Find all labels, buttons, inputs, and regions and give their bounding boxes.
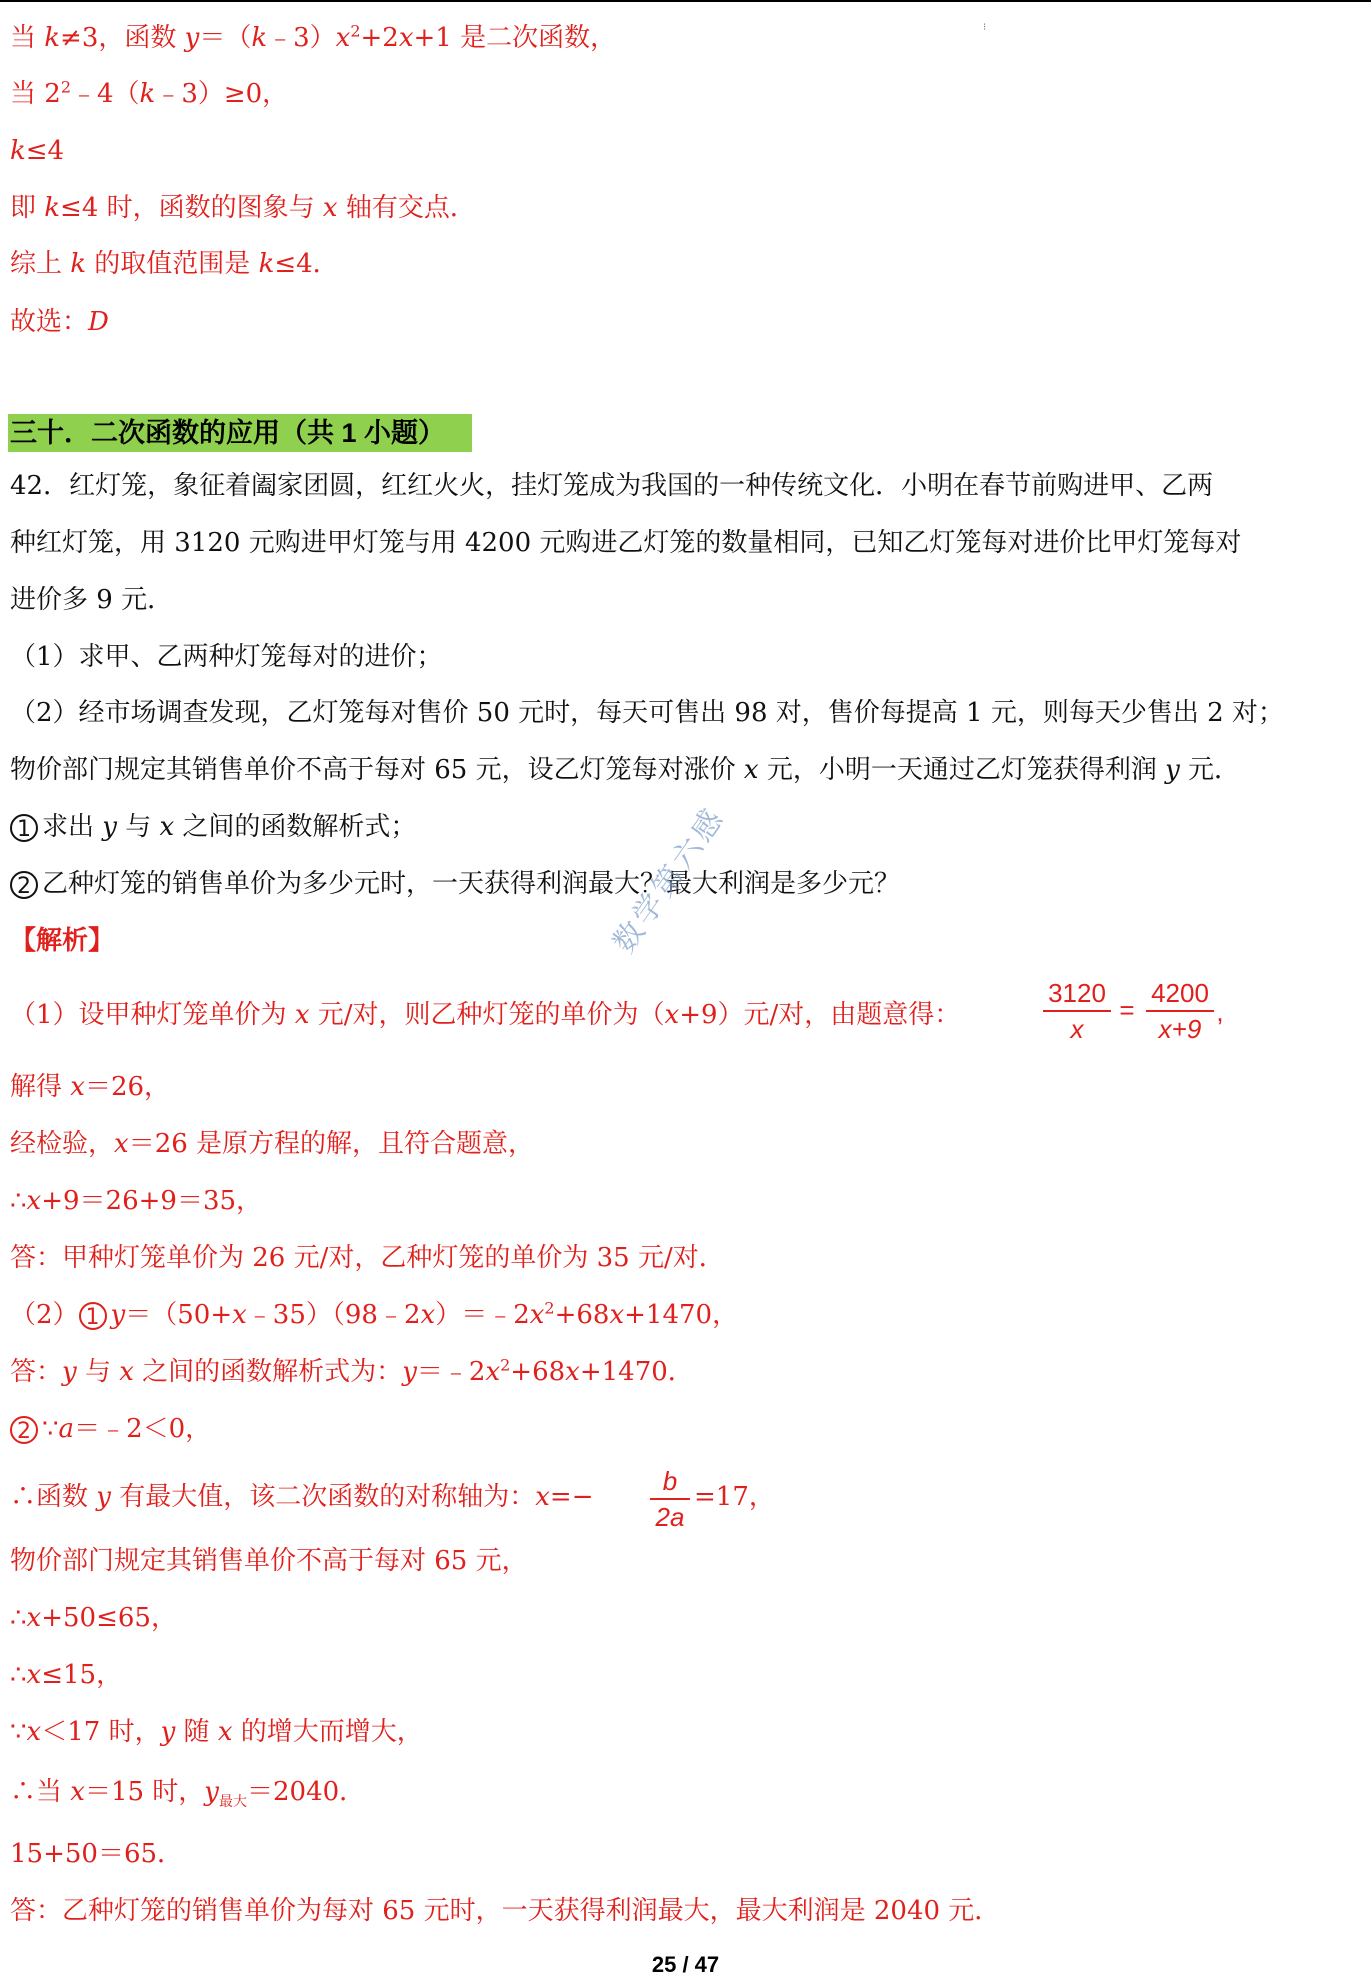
- fraction-4200-over-x-plus-9: 4200 x+9: [1146, 978, 1214, 1044]
- prev-line-2: 当 $2^2﹣4(k﹣3)\ge 0$，: [10, 77, 289, 109]
- solution-line-10: 物价部门规定其销售单价不高于每对 65 元，: [10, 1546, 528, 1576]
- equals-sign: =: [1119, 995, 1135, 1025]
- top-rule: [0, 0, 1371, 2]
- solution-line-5: 答：甲种灯笼单价为 26 元/对，乙种灯笼的单价为 35 元/对．: [10, 1243, 725, 1273]
- solution-line-2: 解得 x＝26，: [10, 1072, 171, 1102]
- fraction-b-over-2a: b 2a: [650, 1466, 690, 1532]
- question-sub-2: 2 乙种灯笼的销售单价为多少元时，一天获得利润最大？最大利润是多少元？: [10, 868, 900, 900]
- question-part-2: （2）经市场调查发现，乙灯笼每对售价 50 元时，每天可售出 98 对，售价每提高 1 元，则每天少售出 2 对；: [10, 698, 1284, 728]
- solution-line-9-result: =17，: [694, 1482, 775, 1512]
- prev-line-1: 当 k≠3，函数 $y=(k﹣3)x^2+2x+1$ 是二次函数，: [10, 21, 617, 53]
- circled-number-1: 1: [79, 1302, 107, 1330]
- page-number: 25 / 47: [651, 1952, 720, 1977]
- solution-line-3: 经检验，x＝26 是原方程的解，且符合题意，: [10, 1129, 535, 1159]
- question-line-1: 42．红灯笼，象征着阖家团圆，红红火火，挂灯笼成为我国的一种传统文化．小明在春节前购进甲、乙两: [10, 471, 1214, 501]
- watermark: 数学第六感: [606, 800, 733, 960]
- solution-line-14: ∴当 x＝15 时，$y_{最大}=2040$．: [10, 1777, 366, 1811]
- question-sub-1: 1 求出 y 与 x 之间的函数解析式；: [10, 811, 416, 843]
- circled-number-2: 2: [10, 1416, 38, 1444]
- solution-line-16: 答：乙种灯笼的销售单价为每对 65 元时，一天获得利润最大，最大利润是 2040 元．: [10, 1896, 1001, 1926]
- prev-line-5: 综上 k 的取值范围是 k≤4．: [10, 249, 339, 279]
- comma: ,: [1216, 997, 1224, 1027]
- question-line-3: 进价多 9 元．: [10, 585, 174, 615]
- question-line-6: 物价部门规定其销售单价不高于每对 65 元，设乙灯笼每对涨价 x 元，小明一天通过乙灯笼获得利润 y 元．: [10, 755, 1241, 785]
- stray-mark: ⁝: [983, 22, 987, 33]
- question-part-1: （1）求甲、乙两种灯笼每对的进价；: [10, 642, 443, 672]
- section-heading: 三十．二次函数的应用（共 1 小题）: [8, 414, 472, 452]
- solution-line-12: ∴x≤15，: [10, 1660, 123, 1690]
- circled-number-1: 1: [10, 814, 38, 842]
- prev-line-4: 即 k≤4 时，函数的图象与 x 轴有交点．: [10, 193, 476, 223]
- solution-line-6: （2） 1 $y=(50+x﹣35)(98﹣2x)=﹣2x^2+68x+1470$，: [10, 1298, 739, 1330]
- question-line-2: 种红灯笼，用 3120 元购进甲灯笼与用 4200 元购进乙灯笼的数量相同，已知乙灯笼每对进价比甲灯笼每对: [10, 528, 1242, 558]
- solution-line-1: （1）设甲种灯笼单价为 x 元/对，则乙种灯笼的单价为（x+9）元/对，由题意得：: [10, 1000, 961, 1030]
- prev-line-3: k≤4: [10, 136, 65, 166]
- fraction-3120-over-x: 3120 x: [1043, 978, 1111, 1044]
- solution-line-13: ∵x＜17 时，y 随 x 的增大而增大，: [10, 1717, 423, 1747]
- solution-line-11: ∴x+50≤65，: [10, 1603, 177, 1633]
- solution-line-15: 15+50＝65．: [10, 1839, 184, 1869]
- solution-line-7: 答：y 与 x 之间的函数解析式为：$y=﹣2x^2+68x+1470$．: [10, 1355, 694, 1387]
- circled-number-2: 2: [10, 871, 38, 899]
- solution-line-4: ∴x+9＝26+9＝35，: [10, 1186, 263, 1216]
- solution-line-8: 2 ∵a＝﹣2＜0，: [10, 1413, 211, 1445]
- solution-line-9: ∴函数 y 有最大值，该二次函数的对称轴为：x=−: [10, 1482, 594, 1512]
- prev-line-6: 故选：D: [10, 307, 109, 337]
- analysis-label: 【解析】: [10, 925, 115, 955]
